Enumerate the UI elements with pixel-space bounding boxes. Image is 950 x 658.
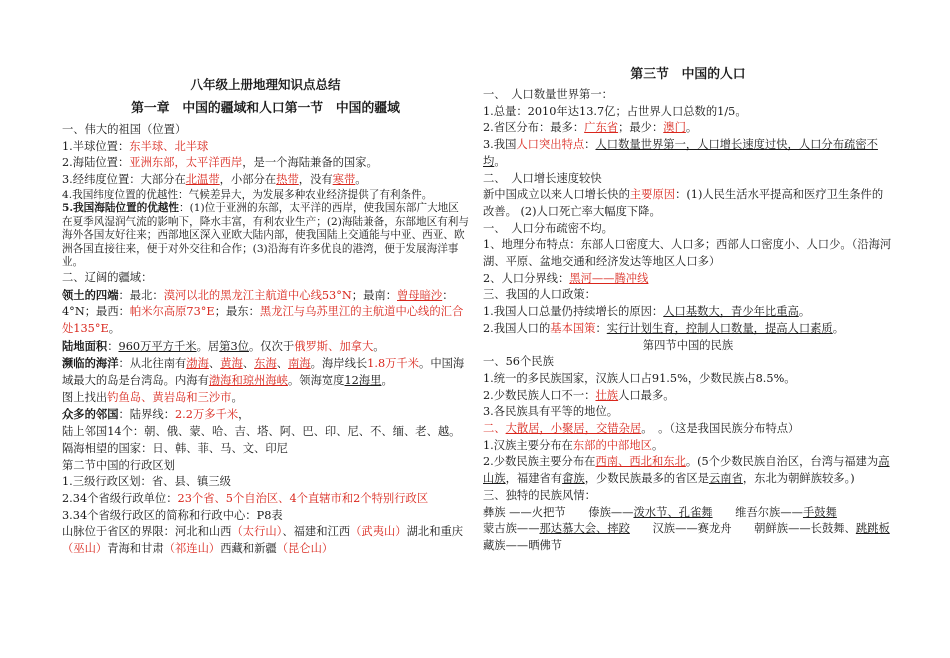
highlight: 主要原因 (629, 188, 676, 202)
text: 。 (494, 154, 506, 168)
population-line (483, 271, 893, 288)
hemisphere-position (62, 139, 469, 156)
highlight: 手鼓舞 (802, 505, 837, 519)
document-title: 八年级上册地理知识点总结 (190, 77, 341, 92)
text: 2.少数民族人口不一： (483, 388, 596, 402)
growth-reasons (483, 187, 893, 220)
text: ：从北往南有 (118, 357, 187, 371)
section-heading: 二、辽阔的疆域： (62, 270, 153, 284)
sea-neighbors: 隔海相望的国家：日、韩、菲、马、文、印尼 (62, 441, 288, 455)
text: ，少数民族最多的省区是 (584, 472, 709, 486)
text: 2.省区分布：最多： (483, 121, 585, 135)
text: 山脉位于省区的界限：河北和山西 (62, 525, 232, 539)
text: 3.我国 (483, 138, 517, 152)
ethnic-ratio: 1.统一的多民族国家，汉族人口占91.5%，少数民族占8.5%。 (483, 371, 796, 385)
bold-label: 5.我国海陆位置的优越性 (62, 202, 179, 215)
text: ：(1)位于亚洲的东部，太平洋的西岸，使我国东部广大地区在夏季风湿润气流的影响下，降水丰富，有利农业生产；(2)海陆兼备，东部地区有利与海外各国友好往来；西部地区深入亚欧大陆内部，使我国陆上交通能与中亚、西亚、欧洲各国直接往来，便于对外交往和合作；(3)沿海有许多优良的港湾，便于发展海洋事业。 (62, 202, 469, 269)
text: 。 (685, 121, 698, 135)
highlight: 人口数量世界第一，人口增长速度过快，人口分布疏密不均 (483, 138, 878, 168)
highlight: 北温带 (185, 173, 220, 187)
highlight: 澳门 (663, 121, 686, 135)
section-heading: 二、 人口增长速度较快 (483, 171, 602, 185)
highlight: 漠河以北的黑龙江主航道中心线53°N (163, 288, 352, 302)
population-features (483, 137, 893, 170)
text: 1.汉族主要分布在 (483, 438, 573, 452)
text: 藏族——晒佛节 (483, 522, 913, 552)
province-distribution (483, 120, 893, 137)
text: 青海和甘肃 (107, 542, 164, 556)
highlight: 亚洲东部，太平洋西岸 (129, 156, 243, 170)
text: 。领海宽度 (287, 374, 345, 388)
highlight: 大散居，小聚居，交错杂居 (505, 422, 642, 436)
text: ，小部分在 (219, 173, 277, 187)
text: 新中国成立以来人口增长快的 (483, 188, 630, 202)
largest-minority (483, 388, 893, 405)
population-total: 1.总量：2010年达13.7亿；占世界人口总数的1/5。 (483, 104, 747, 118)
highlight: （昆仑山） (276, 542, 334, 556)
highlight: 2.2万多千米 (175, 408, 239, 422)
text: 、 (242, 357, 255, 371)
text: ：最北： (118, 288, 164, 302)
text: 图上找出 (62, 390, 108, 404)
highlight: 泼水节、孔雀舞 (633, 505, 713, 519)
section-heading: 三、独特的民族风情： (483, 488, 596, 502)
highlight: 23个省、5个自治区、4个直辖市和2个特别行政区 (177, 491, 429, 505)
highlight: 壮族 (595, 388, 619, 402)
highlight: 人口突出特点 (516, 138, 585, 152)
highlight: 基本国策 (550, 321, 596, 335)
text: 2.少数民族主要分布在 (483, 455, 596, 469)
text: 。 (108, 321, 121, 335)
text: 。 (832, 321, 845, 335)
highlight: 960万平方千米 (118, 339, 197, 353)
han-distribution (483, 438, 893, 455)
text: 。(5个少数民族自治区，台湾与福建为 (685, 455, 879, 469)
highlight: 高山族 (483, 455, 890, 486)
text: 。中国海域最大的岛是台湾岛。内海有 (62, 357, 465, 388)
section-title: 第二节中国的行政区划 (62, 458, 175, 472)
highlight: 钓鱼岛、黄岩岛和三沙市 (107, 390, 232, 404)
section-heading: 一、 人口数量世界第一： (483, 88, 613, 101)
text: ：(1)人民生活水平提高和医疗卫生条件的改善。 (2)人口死亡率大幅度下降。 (483, 188, 884, 218)
text: 、 (276, 357, 289, 371)
section-heading: 一、56个民族 (483, 355, 554, 369)
ethnic-equality: 3.各民族具有平等的地位。 (483, 405, 619, 419)
text: 、福建和江西 (282, 525, 351, 539)
territory-extremes (62, 287, 469, 338)
highlight: 帕米尔高原73°E (129, 305, 215, 319)
land-area (62, 338, 469, 356)
text: 。 。（这是我国民族分布特点） (641, 422, 800, 436)
text: ：4°N；最西： (62, 288, 454, 319)
admin-units (62, 491, 469, 508)
text: 维吾尔族—— (712, 505, 803, 519)
highlight: 1.8万千米 (367, 357, 420, 371)
land-neighbors: 陆上邻国14个：朝、俄、蒙、哈、吉、塔、阿、巴、印、尼、不、缅、老、越。 (62, 425, 461, 439)
text: 。 (373, 339, 385, 353)
text: ， (238, 408, 250, 422)
text: 2.我国人口的 (483, 321, 551, 335)
minority-distribution (483, 454, 893, 487)
neighbors (62, 406, 469, 424)
text: 。海岸线长 (310, 357, 368, 371)
text: 人口最多。 (618, 388, 675, 402)
highlight: 畲族 (562, 472, 585, 486)
text: 2、人口分界线： (483, 271, 570, 285)
admin-levels: 1.三级行政区划：省、县、镇三级 (62, 475, 231, 489)
sea-land-advantage (62, 202, 469, 270)
highlight: 第3位 (219, 339, 249, 353)
highlight: 黑龙江与乌苏里江的主航道中心线的汇合处135°E (62, 305, 464, 335)
boundary-mountains (62, 524, 469, 557)
text: ： (107, 339, 119, 353)
text: ，东北为朝鲜族较多。) (742, 472, 855, 486)
text: 汉族——赛龙舟 (629, 522, 755, 536)
text: 。 (651, 438, 664, 452)
section-heading: 三、我国的人口政策： (483, 288, 596, 302)
text: 西藏和新疆 (220, 542, 277, 556)
text: 1.我国人口总量仍持续增长的原因： (483, 305, 664, 319)
text: 。 (231, 390, 243, 404)
highlight: 曾母暗沙 (397, 288, 443, 302)
text: 1.半球位置： (62, 139, 130, 153)
geo-distribution: 1、地理分布特点：东部人口密度大、人口多；西部人口密度小、人口少。（沿海河湖、平原、盆地交通和经济发达等地区人口多） (483, 238, 892, 269)
highlight: （巫山） (62, 542, 108, 556)
text: 二、 (483, 422, 506, 436)
highlight: 黄海 (220, 357, 243, 371)
text: 。 (798, 305, 811, 319)
highlight: 东部的中部地区 (572, 438, 652, 452)
distribution-feature (483, 421, 893, 438)
text: 湖北和重庆 (406, 525, 464, 539)
growth-cause (483, 304, 893, 321)
text: 2.34个省级行政单位： (62, 491, 178, 505)
text: ，福建省有 (505, 472, 563, 486)
highlight: （武夷山） (350, 525, 407, 539)
highlight: 寒带 (332, 173, 356, 187)
text: ； (351, 288, 364, 302)
chapter-title: 第一章 中国的疆域和人口第一节 中国的疆域 (131, 101, 400, 116)
highlight: 南海 (288, 357, 311, 371)
text: ：陆界线： (118, 408, 175, 422)
adjacent-seas (62, 355, 469, 389)
text: ，没有 (298, 173, 333, 187)
text: 。 (381, 374, 393, 388)
text: 最南： (363, 288, 397, 302)
highlight: 那达慕大会、摔跤 (539, 522, 630, 536)
section-title: 第三节 中国的人口 (630, 67, 746, 82)
highlight: 云南省 (709, 472, 743, 486)
bold-label: 濒临的海洋 (62, 356, 119, 371)
highlight: 俄罗斯、加拿大 (294, 339, 374, 353)
islands (62, 390, 469, 407)
text: ，是一个海陆兼备的国家。 (242, 156, 378, 170)
basic-policy (483, 321, 893, 338)
bold-label: 陆地面积 (62, 338, 108, 353)
customs-line-2 (483, 521, 913, 554)
highlight: 实行计划生育，控制人口数量，提高人口素质 (606, 321, 833, 335)
text: ： (584, 138, 596, 152)
section-heading: 一、伟大的祖国（位置） (62, 123, 187, 136)
text: 2.海陆位置： (62, 156, 130, 170)
highlight: 12海里 (344, 374, 382, 388)
highlight: 热带 (276, 173, 299, 187)
text: 傣族—— (588, 505, 634, 519)
text: ；最东： (214, 305, 260, 319)
latlon-position (62, 172, 469, 189)
highlight: 东海 (254, 357, 277, 371)
text: 朝鲜族——长鼓舞、 (754, 522, 856, 536)
highlight: 跳跳板 (855, 522, 890, 536)
bold-label: 众多的邻国 (62, 407, 119, 422)
text: 。居 (196, 339, 220, 353)
highlight: 人口基数大，青少年比重高 (663, 305, 799, 319)
text: 、 (208, 357, 221, 371)
admin-abbrev: 3.34个省级行政区的简称和行政中心：P8表 (62, 508, 283, 522)
text: 。仅次于 (248, 339, 295, 353)
text: 彝族 ——火把节 (483, 505, 589, 519)
right-column (483, 66, 913, 555)
highlight: 渤海和琼州海峡 (208, 374, 288, 388)
latitude-advantage: 4.我国纬度位置的优越性：气候差异大，为发展多种农业经济提供了有利条件。 (62, 188, 433, 201)
highlight: 东半球、北半球 (129, 139, 209, 153)
text: 3.经纬度位置：大部分在 (62, 173, 186, 187)
highlight: （祁连山） (163, 542, 221, 556)
section-title: 第四节中国的民族 (642, 338, 734, 352)
highlight: （太行山） (231, 525, 283, 539)
text: ： (595, 321, 607, 335)
text: 。 (355, 173, 367, 187)
text: 蒙古族—— (483, 522, 540, 536)
highlight: 广东省 (584, 121, 619, 135)
left-column (62, 66, 469, 558)
bold-label: 领土的四端 (62, 287, 119, 302)
highlight: 西南、西北和东北 (595, 455, 686, 469)
highlight: 渤海 (186, 357, 209, 371)
customs-line-1 (483, 505, 893, 522)
sea-land-position (62, 155, 469, 172)
text: ；最少： (618, 121, 664, 135)
section-heading: 一、 人口分布疏密不均。 (483, 221, 613, 235)
highlight: 黑河——腾冲线 (569, 271, 649, 285)
